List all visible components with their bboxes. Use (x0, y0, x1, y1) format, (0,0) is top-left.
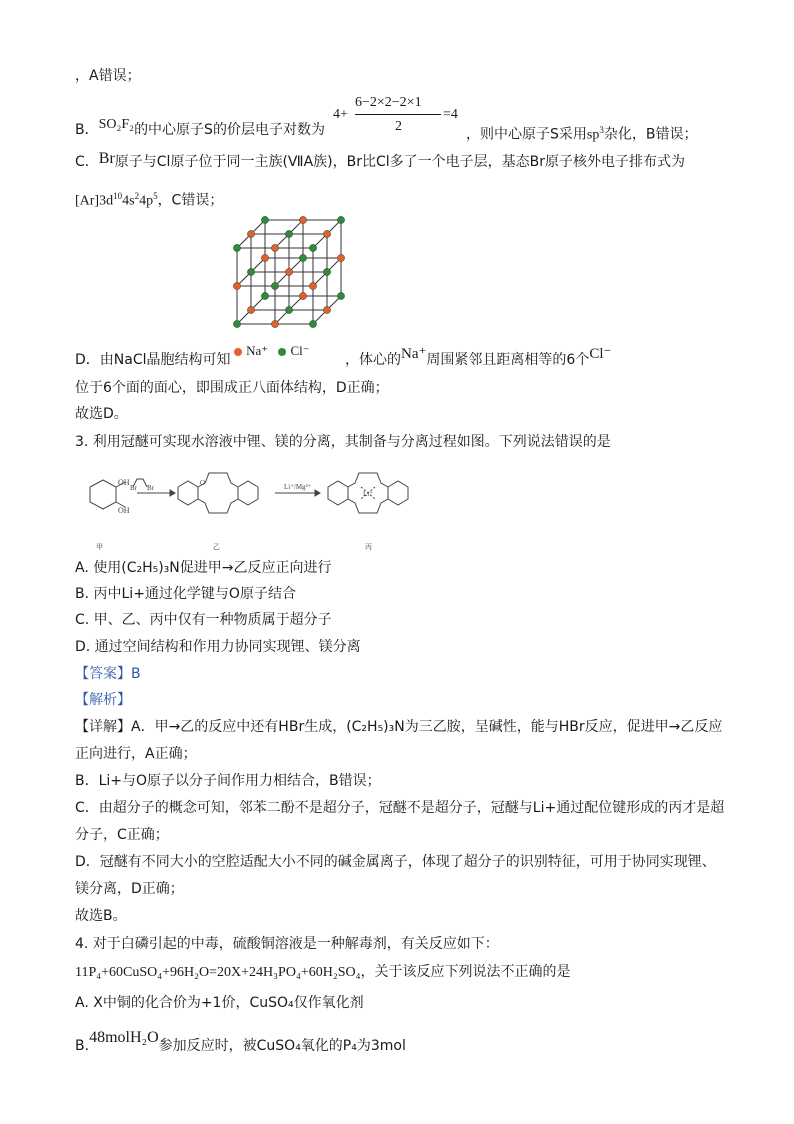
q4-option-b: B.48molH₂O参加反应时，被CuSO₄氧化的P₄为3mol (75, 1029, 406, 1054)
text-line-7: 故选D。 (75, 406, 128, 422)
analysis-label: 【解析】 (75, 692, 131, 708)
text-line-1: ，A错误； (75, 68, 141, 84)
cl-ion (285, 230, 292, 237)
text-line-6: 位于6个面的面心，即围成正八面体结构，D正确； (75, 380, 389, 396)
cl-ion (261, 216, 268, 223)
detail-line-5: 分子，C正确； (75, 827, 169, 843)
na-ion (299, 216, 306, 223)
q3-option-d: D. 通过空间结构和作用力协同实现锂、镁分离 (75, 639, 361, 655)
q3-option-b: B. 丙中Li+通过化学键与O原子结合 (75, 586, 296, 602)
text-line-5: D．由NaCl晶胞结构可知 (75, 352, 231, 368)
text-line-5b: ，体心的Na⁺周围紧邻且距离相等的6个Cl⁻ (345, 346, 612, 368)
na-ion (323, 306, 330, 313)
cl-ion (271, 282, 278, 289)
br-label-1: Br (130, 484, 137, 492)
cl-ion (337, 216, 344, 223)
cl-ion (233, 320, 240, 327)
answer-label: 【答案】B (75, 666, 141, 682)
q3-option-a: A. 使用(C₂H₅)₃N促进甲→乙反应正向进行 (75, 560, 332, 576)
br-label-2: Br (147, 484, 154, 492)
cl-ion (233, 244, 240, 251)
label-jia: 甲 (96, 543, 103, 551)
na-ion (247, 306, 254, 313)
q4-option-a: A. X中铜的化合价为+1价，CuSO₄仅作氧化剂 (75, 995, 364, 1011)
na-ion (299, 292, 306, 299)
text-line-3: C．Br原子与Cl原子位于同一主族(ⅦA族)，Br比Cl多了一个电子层，基态Br原子核外电子排布式为 (75, 150, 686, 170)
detail-line-6: D．冠醚有不同大小的空腔适配大小不同的碱金属离子，体现了超分子的识别特征，可用于协同实现锂、 (75, 854, 716, 870)
text-line-2b: ，则中心原子S采用$sp^3$杂化，B错误； (466, 125, 698, 143)
na-dot-icon (234, 348, 242, 356)
detail-line-7: 镁分离，D正确； (75, 881, 184, 897)
cl-ion (285, 306, 292, 313)
question-3: 3. 利用冠醚可实现水溶液中锂、镁的分离，其制备与分离过程如图。下列说法错误的是 (75, 434, 611, 450)
question-4: 4. 对于白磷引起的中毒，硫酸铜溶液是一种解毒剂，有关反应如下： (75, 936, 499, 952)
cl-ion (323, 268, 330, 275)
na-ion (247, 230, 254, 237)
cl-ion (247, 268, 254, 275)
detail-line-8: 故选B。 (75, 908, 127, 924)
cl-ion (309, 320, 316, 327)
label-yi: 乙 (213, 543, 220, 551)
na-ion (337, 254, 344, 261)
na-ion (261, 254, 268, 261)
na-ion (271, 244, 278, 251)
detail-line-4: C．由超分子的概念可知，邻苯二酚不是超分子，冠醚不是超分子，冠醚与Li+通过配位键形成的丙才是超 (75, 800, 725, 816)
catechol-ring (90, 480, 116, 509)
na-ion (323, 230, 330, 237)
oh-label-1: OH (118, 478, 130, 487)
cl-dot-icon (278, 348, 286, 356)
na-ion (271, 320, 278, 327)
text-line-2: B．SO₂F₂的中心原子S的价层电子对数为 (75, 117, 325, 138)
oh-label-2: OH (118, 506, 130, 515)
li-label: Li⁺ (363, 490, 373, 498)
detail-line-3: B．Li+与O原子以分子间作用力相结合，B错误； (75, 773, 381, 789)
q4-equation: 11P₄+60CuSO₄+96H₂O=20X+24H₃PO₄+60H₂SO₄，关于该反应下列说法不正确的是 (75, 964, 571, 980)
q3-option-c: C. 甲、乙、丙中仅有一种物质属于超分子 (75, 612, 332, 628)
crystal-legend: Na⁺ Cl⁻ (234, 343, 310, 359)
cl-ion (309, 244, 316, 251)
o-label: O (200, 479, 206, 487)
na-ion (285, 268, 292, 275)
cl-ion (261, 292, 268, 299)
cl-ion (299, 254, 306, 261)
detail-line-1: 【详解】A．甲→乙的反应中还有HBr生成，(C₂H₅)₃N为三乙胺，呈碱性，能与HBr反应，促进甲→乙反应 (75, 719, 723, 735)
cl-ion (337, 292, 344, 299)
reagent-label: Li⁺/Mg²⁺ (284, 483, 312, 491)
electron-config: $[Ar]3d^{10}4s^24p^5$，C错误； (75, 191, 224, 209)
crown-ether-scheme (75, 465, 435, 560)
nacl-crystal-diagram (225, 210, 365, 335)
na-ion (233, 282, 240, 289)
detail-line-2: 正向进行，A正确； (75, 746, 197, 762)
na-ion (309, 282, 316, 289)
label-bing: 丙 (365, 543, 372, 551)
